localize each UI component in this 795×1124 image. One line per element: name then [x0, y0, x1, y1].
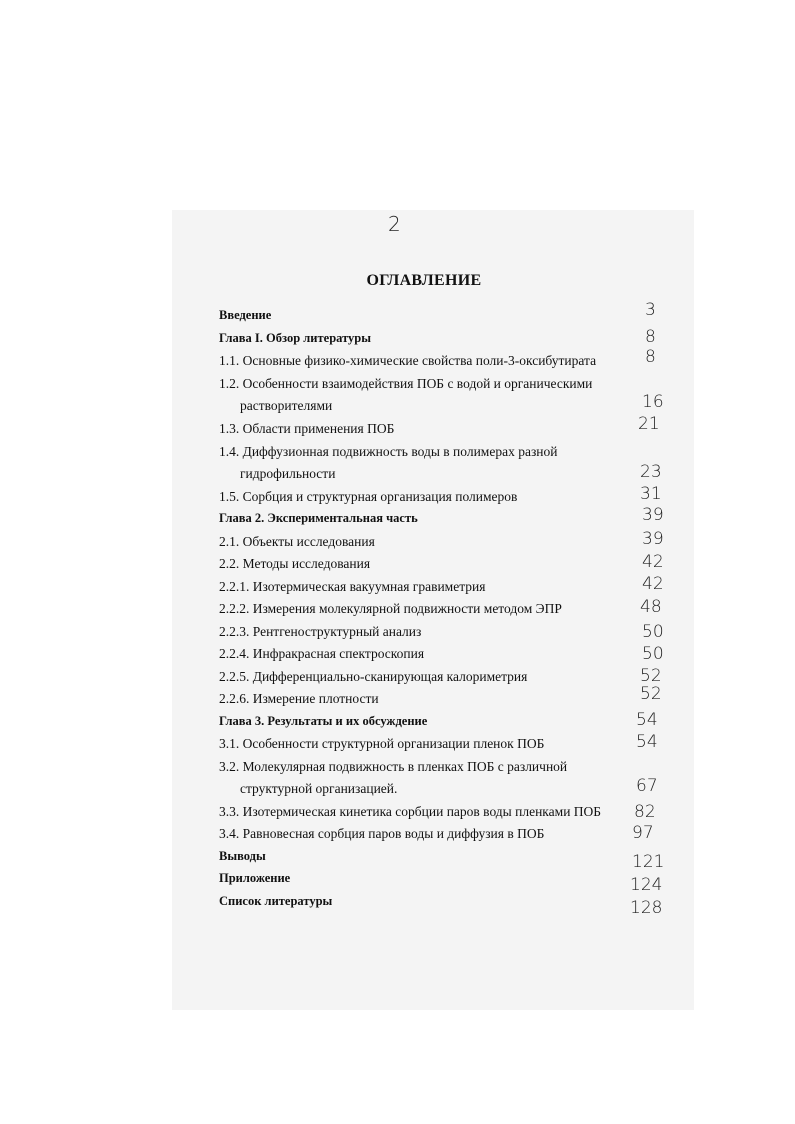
toc-entry: Приложение — [219, 871, 291, 885]
toc-page-number: 8 — [645, 327, 656, 347]
toc-entry: Глава 3. Результаты и их обсуждение — [219, 714, 428, 728]
toc-page-number: 21 — [638, 414, 660, 434]
toc-entry: 1.4. Диффузионная подвижность воды в полимерах разной — [219, 444, 558, 459]
toc-page-number: 48 — [640, 597, 662, 617]
toc-page-number: 67 — [636, 776, 658, 796]
toc-entry: 1.1. Основные физико-химические свойства поли-3-оксибутирата — [219, 353, 597, 368]
toc-page-number: 97 — [632, 823, 654, 843]
toc-page-number: 52 — [640, 684, 662, 704]
toc-page-number: 23 — [640, 462, 662, 482]
toc-entry: 3.4. Равновесная сорбция паров воды и диффузия в ПОБ — [219, 826, 545, 841]
toc-page-number: 54 — [636, 732, 658, 752]
toc-entry: 2.2.1. Изотермическая вакуумная гравиметрия — [219, 579, 486, 594]
toc-page-number: 8 — [645, 347, 656, 367]
toc-entry: растворителями — [240, 398, 333, 413]
toc-entry: Глава 2. Экспериментальная часть — [219, 511, 418, 525]
toc-entry: 2.2. Методы исследования — [219, 556, 371, 571]
page-number: 2 — [388, 212, 401, 236]
toc-title: ОГЛАВЛЕНИЕ — [366, 272, 482, 289]
toc-entry: 1.2. Особенности взаимодействия ПОБ с водой и органическими — [219, 376, 593, 391]
toc-page-number: 50 — [642, 644, 664, 664]
toc-entry: Выводы — [219, 849, 266, 863]
toc-entry: 3.3. Изотермическая кинетика сорбции паров воды пленками ПОБ — [219, 804, 602, 819]
toc-entry: 2.2.5. Дифференциально-сканирующая калориметрия — [219, 669, 528, 684]
toc-entry: 1.5. Сорбция и структурная организация полимеров — [219, 489, 518, 504]
toc-page-number: 42 — [642, 552, 664, 572]
toc-page-number: 82 — [634, 802, 656, 822]
toc-page-number: 52 — [640, 666, 662, 686]
toc-page-number: 128 — [630, 898, 663, 918]
toc-entry: 2.2.6. Измерение плотности — [219, 691, 379, 706]
toc-page-number: 31 — [640, 484, 662, 504]
toc-entry: 2.2.2. Измерения молекулярной подвижности методом ЭПР — [219, 601, 562, 616]
toc-page-number: 121 — [632, 852, 665, 872]
toc-page-number: 39 — [642, 529, 664, 549]
toc-entry: Введение — [219, 308, 272, 322]
toc-page-number: 39 — [642, 505, 664, 525]
toc-entry: 2.2.4. Инфракрасная спектроскопия — [219, 646, 425, 661]
toc-page-number: 42 — [642, 574, 664, 594]
toc-entry: 2.1. Объекты исследования — [219, 534, 375, 549]
toc-entry: гидрофильности — [240, 466, 336, 481]
toc-page-number: 3 — [645, 300, 656, 320]
toc-page-number: 124 — [630, 875, 663, 895]
toc-entry: 3.2. Молекулярная подвижность в пленках ПОБ с различной — [219, 759, 568, 774]
toc-page-number: 50 — [642, 622, 664, 642]
toc-entry: 2.2.3. Рентгеноструктурный анализ — [219, 624, 422, 639]
toc-entry: 3.1. Особенности структурной организации пленок ПОБ — [219, 736, 545, 751]
toc-entry: Список литературы — [219, 894, 333, 908]
toc-page-number: 16 — [642, 392, 664, 412]
toc-entry: структурной организацией. — [240, 781, 398, 796]
toc-page-number: 54 — [636, 710, 658, 730]
toc-entry: 1.3. Области применения ПОБ — [219, 421, 395, 436]
toc-entry: Глава I. Обзор литературы — [219, 331, 372, 345]
